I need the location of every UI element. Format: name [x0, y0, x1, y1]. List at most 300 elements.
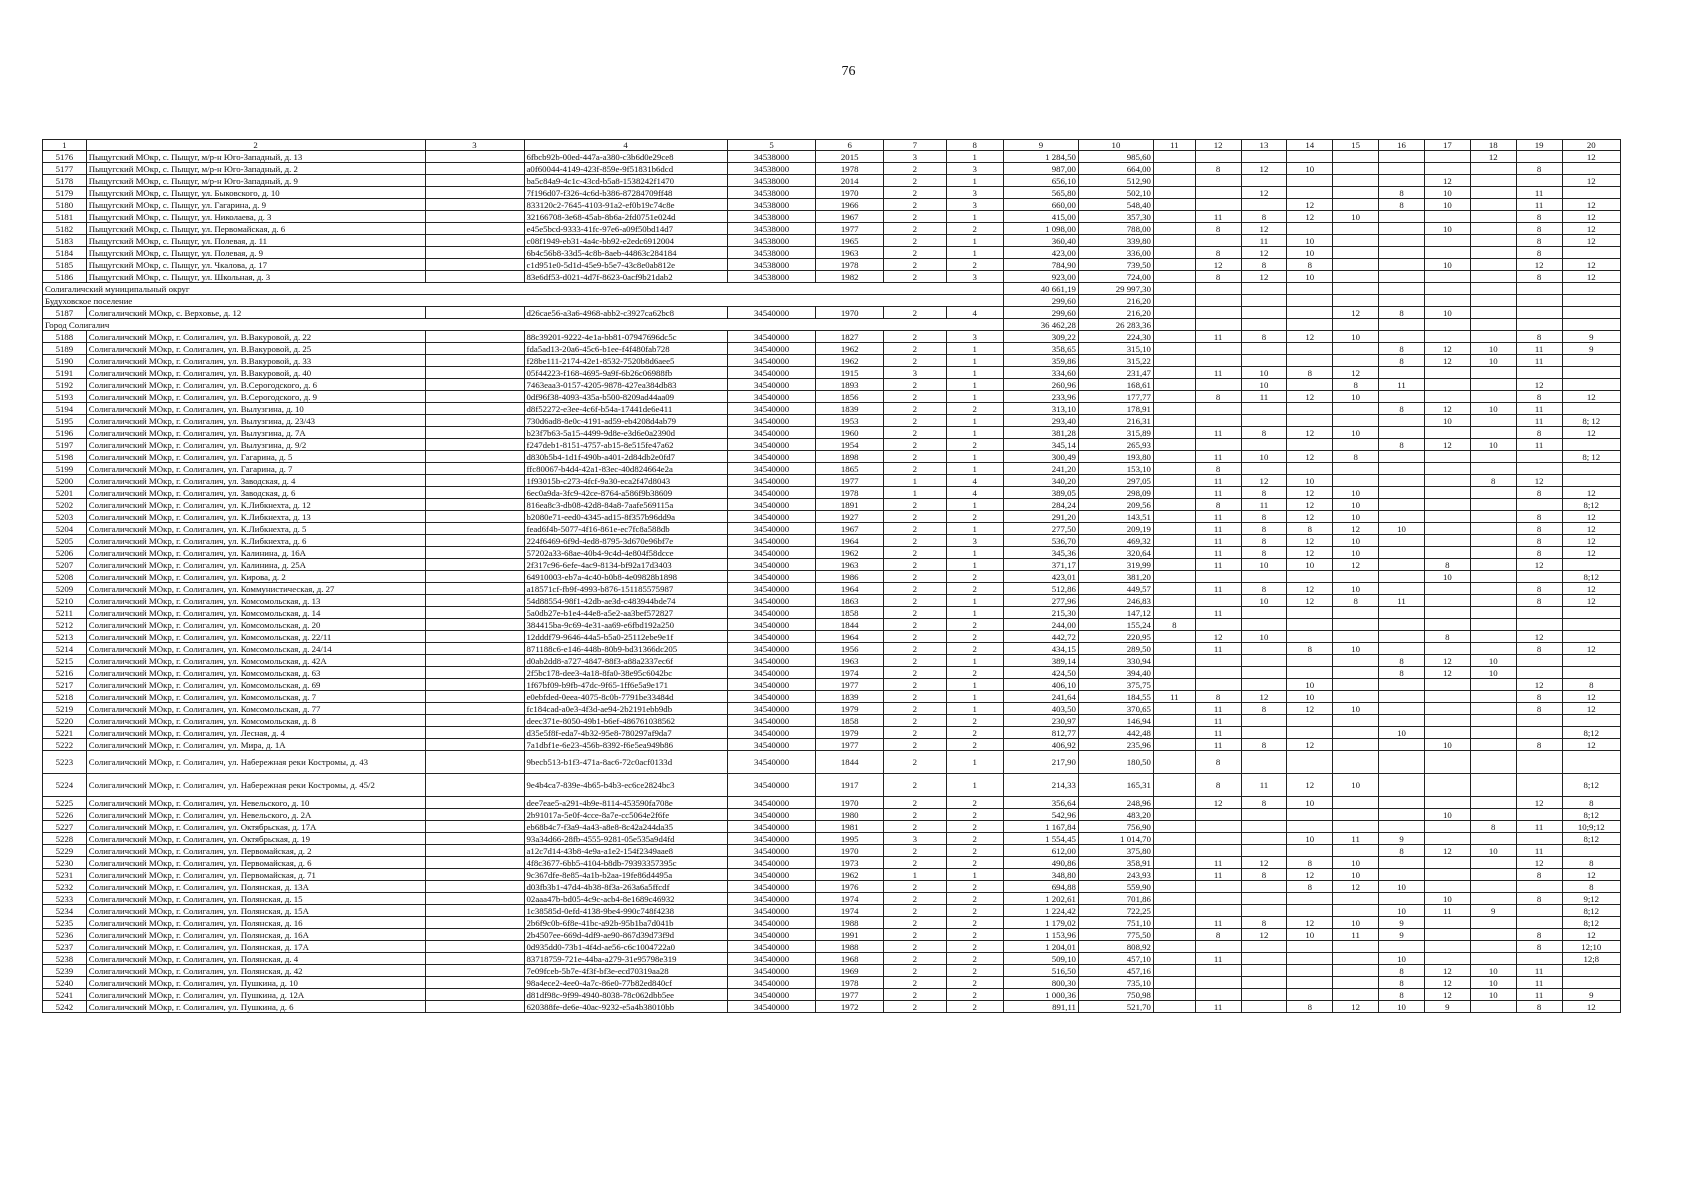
table-cell: 1988 — [816, 941, 884, 953]
table-cell: Солигаличский МОкр, г. Солигалич, ул. Вылузгина, д. 9/2 — [86, 439, 425, 451]
table-cell: 2 — [884, 643, 947, 655]
table-cell: 34540000 — [727, 655, 816, 667]
table-cell: 5186 — [43, 271, 87, 283]
table-cell — [425, 163, 524, 175]
table-cell — [1241, 307, 1287, 319]
table-cell: 319,99 — [1078, 559, 1153, 571]
table-cell — [1562, 463, 1620, 475]
table-cell: 2 — [946, 845, 1003, 857]
table-cell: 2 — [884, 247, 947, 259]
table-cell: 11 — [1424, 905, 1470, 917]
table-cell: 1 — [946, 499, 1003, 511]
table-cell: 12 — [1195, 797, 1241, 809]
table-cell — [1562, 965, 1620, 977]
table-cell: 330,94 — [1078, 655, 1153, 667]
table-cell: 8 — [1241, 535, 1287, 547]
section-title: Город Солигалич — [43, 319, 1004, 331]
table-cell: Солигаличский МОкр, г. Солигалич, ул. Коммунистическая, д. 27 — [86, 583, 425, 595]
table-cell: 5232 — [43, 881, 87, 893]
table-cell: 11 — [1195, 1001, 1241, 1013]
table-cell — [1470, 499, 1516, 511]
table-cell — [1287, 953, 1333, 965]
table-cell: 10 — [1379, 727, 1425, 739]
table-cell: 2 — [946, 905, 1003, 917]
table-cell — [1424, 821, 1470, 833]
table-cell: 2 — [884, 571, 947, 583]
table-cell — [1379, 271, 1425, 283]
table-cell: 4f8c3677-6bb5-4104-b8db-79393357395c — [524, 857, 727, 869]
table-cell: 10 — [1333, 774, 1379, 797]
table-cell — [1287, 295, 1333, 307]
table-cell — [1333, 235, 1379, 247]
table-cell — [1153, 235, 1195, 247]
table-cell — [1333, 989, 1379, 1001]
table-cell — [425, 797, 524, 809]
table-cell: 1858 — [816, 715, 884, 727]
table-cell — [1470, 857, 1516, 869]
table-cell: 1 — [884, 869, 947, 881]
table-cell: 8 — [1241, 739, 1287, 751]
table-cell: 756,90 — [1078, 821, 1153, 833]
table-cell — [1379, 247, 1425, 259]
table-row — [43, 367, 1621, 379]
table-cell: 2 — [884, 953, 947, 965]
column-header: 20 — [1562, 140, 1620, 151]
table-cell — [1153, 187, 1195, 199]
table-cell: 358,65 — [1003, 343, 1078, 355]
table-cell: 10 — [1424, 893, 1470, 905]
table-cell: 10 — [1241, 451, 1287, 463]
table-cell: 8 — [1195, 391, 1241, 403]
table-cell: 8 — [1516, 583, 1562, 595]
table-cell: Солигаличский МОкр, г. Солигалич, ул. Комсомольская, д. 8 — [86, 715, 425, 727]
table-cell: 5199 — [43, 463, 87, 475]
table-cell: 800,30 — [1003, 977, 1078, 989]
table-cell: 10 — [1333, 331, 1379, 343]
table-cell: 359,86 — [1003, 355, 1078, 367]
table-cell: 34540000 — [727, 774, 816, 797]
table-cell: 11 — [1195, 427, 1241, 439]
table-cell — [1333, 845, 1379, 857]
section-total-area: 299,60 — [1003, 295, 1078, 307]
table-cell: 548,40 — [1078, 199, 1153, 211]
table-cell: 34540000 — [727, 583, 816, 595]
table-cell — [1241, 151, 1287, 163]
table-cell: 5211 — [43, 607, 87, 619]
table-cell: 345,14 — [1003, 439, 1078, 451]
table-cell — [1287, 151, 1333, 163]
table-cell — [425, 965, 524, 977]
table-cell — [1470, 487, 1516, 499]
table-cell — [1379, 391, 1425, 403]
table-cell — [1562, 247, 1620, 259]
section-title: Будуховское поселение — [43, 295, 1004, 307]
table-cell — [1195, 571, 1241, 583]
table-cell: 12 — [1516, 379, 1562, 391]
table-cell: 923,00 — [1003, 271, 1078, 283]
table-cell: Пыщугский МОкр, с. Пыщуг, ул. Школьная, д. 3 — [86, 271, 425, 283]
table-cell — [1153, 845, 1195, 857]
table-cell: 542,96 — [1003, 809, 1078, 821]
table-cell: 10 — [1379, 881, 1425, 893]
table-row — [43, 355, 1621, 367]
table-cell: Солигаличский МОкр, г. Солигалич, ул. Первомайская, д. 2 — [86, 845, 425, 857]
table-cell — [425, 223, 524, 235]
table-cell: 2 — [884, 977, 947, 989]
table-cell — [425, 367, 524, 379]
table-cell: 248,96 — [1078, 797, 1153, 809]
table-cell: 9e4b4ca7-839e-4b65-b4b3-ec6ce2824bc3 — [524, 774, 727, 797]
table-cell: 2 — [946, 953, 1003, 965]
table-cell: 1 — [946, 751, 1003, 774]
table-cell: 34540000 — [727, 379, 816, 391]
table-cell: 34540000 — [727, 427, 816, 439]
table-cell: 34540000 — [727, 367, 816, 379]
table-cell — [1195, 439, 1241, 451]
table-cell: 5227 — [43, 821, 87, 833]
table-cell: fc184cad-a0e3-4f3d-ae94-2b2191ebb9db — [524, 703, 727, 715]
table-cell: 12 — [1562, 175, 1620, 187]
table-cell — [1287, 403, 1333, 415]
table-cell: 5233 — [43, 893, 87, 905]
table-cell: Солигаличский МОкр, г. Солигалич, ул. Комсомольская, д. 24/14 — [86, 643, 425, 655]
table-cell — [1241, 439, 1287, 451]
table-cell: 8 — [1516, 271, 1562, 283]
table-cell: e45e5bcd-9333-41fc-97e6-a09f50bd14d7 — [524, 223, 727, 235]
table-cell — [1424, 247, 1470, 259]
column-header: 8 — [946, 140, 1003, 151]
table-cell: 2 — [884, 235, 947, 247]
table-cell: 1978 — [816, 487, 884, 499]
table-cell: 987,00 — [1003, 163, 1078, 175]
table-cell — [1333, 439, 1379, 451]
table-cell: 1964 — [816, 631, 884, 643]
table-cell: d81df98c-9f99-4940-8038-78c062dbb5ee — [524, 989, 727, 1001]
table-cell: e0ebfded-0eea-4075-8c0b-7791be33484d — [524, 691, 727, 703]
table-cell: 10 — [1470, 977, 1516, 989]
table-cell — [425, 893, 524, 905]
table-cell: 11 — [1153, 691, 1195, 703]
table-cell — [1470, 631, 1516, 643]
table-row — [43, 559, 1621, 571]
table-cell: 34540000 — [727, 845, 816, 857]
table-row — [43, 391, 1621, 403]
table-cell: 5194 — [43, 403, 87, 415]
table-cell: 12 — [1562, 739, 1620, 751]
table-cell: 11 — [1195, 547, 1241, 559]
table-cell: 11 — [1241, 774, 1287, 797]
table-cell: d8f52272-e3ee-4c6f-b54a-17441de6e411 — [524, 403, 727, 415]
table-cell — [1153, 881, 1195, 893]
table-row — [43, 523, 1621, 535]
table-cell: 11 — [1195, 211, 1241, 223]
table-cell: 34540000 — [727, 905, 816, 917]
table-cell — [1153, 151, 1195, 163]
table-cell: 2 — [884, 739, 947, 751]
table-row — [43, 163, 1621, 175]
table-cell: c08f1949-eb31-4a4c-bb92-e2edc6912004 — [524, 235, 727, 247]
table-cell: 1844 — [816, 751, 884, 774]
table-cell — [1379, 367, 1425, 379]
table-cell — [1287, 631, 1333, 643]
table-cell: 2 — [884, 343, 947, 355]
table-cell: 8 — [1379, 439, 1425, 451]
table-cell: 457,16 — [1078, 965, 1153, 977]
table-cell — [1424, 211, 1470, 223]
table-cell — [1470, 595, 1516, 607]
table-cell: 8 — [1333, 379, 1379, 391]
table-cell — [1379, 715, 1425, 727]
table-cell: 1 — [946, 235, 1003, 247]
table-cell: 1977 — [816, 989, 884, 1001]
table-cell: 358,91 — [1078, 857, 1153, 869]
table-cell: 8 — [1195, 223, 1241, 235]
table-cell: 12 — [1562, 535, 1620, 547]
table-cell: Солигаличский МОкр, г. Солигалич, ул. Первомайская, д. 71 — [86, 869, 425, 881]
table-row — [43, 223, 1621, 235]
table-cell: 12 — [1287, 499, 1333, 511]
table-cell — [425, 379, 524, 391]
table-cell — [1424, 331, 1470, 343]
table-cell: 2 — [884, 727, 947, 739]
table-cell — [1424, 679, 1470, 691]
table-cell: 11 — [1516, 965, 1562, 977]
table-cell: Солигаличский МОкр, г. Солигалич, ул. Комсомольская, д. 20 — [86, 619, 425, 631]
table-cell — [1241, 643, 1287, 655]
table-cell — [1379, 211, 1425, 223]
table-cell: 1970 — [816, 187, 884, 199]
table-cell: 1976 — [816, 881, 884, 893]
table-cell — [1424, 463, 1470, 475]
table-cell — [1379, 607, 1425, 619]
table-cell — [1379, 427, 1425, 439]
table-cell: 5190 — [43, 355, 87, 367]
table-row — [43, 235, 1621, 247]
table-cell: 2 — [884, 929, 947, 941]
table-cell — [1333, 751, 1379, 774]
table-cell: 8 — [1195, 929, 1241, 941]
column-header: 13 — [1241, 140, 1287, 151]
table-cell: 12 — [1562, 211, 1620, 223]
table-cell: 224f6469-6f9d-4ed8-8795-3d670e96bf7e — [524, 535, 727, 547]
table-cell: 8 — [1379, 343, 1425, 355]
table-cell: 1 — [946, 463, 1003, 475]
table-cell — [1241, 953, 1287, 965]
table-cell — [1241, 821, 1287, 833]
table-cell: 165,31 — [1078, 774, 1153, 797]
table-cell — [1516, 809, 1562, 821]
table-cell: 12 — [1424, 965, 1470, 977]
table-cell: Солигаличский МОкр, г. Солигалич, ул. В.Вакуровой, д. 25 — [86, 343, 425, 355]
table-cell — [1516, 571, 1562, 583]
table-cell — [1562, 187, 1620, 199]
table-cell: 5185 — [43, 259, 87, 271]
table-cell: 12 — [1562, 691, 1620, 703]
table-cell: 10 — [1241, 559, 1287, 571]
table-cell: 5203 — [43, 511, 87, 523]
table-cell: 2 — [946, 511, 1003, 523]
table-cell: 10 — [1333, 547, 1379, 559]
table-cell: 217,90 — [1003, 751, 1078, 774]
table-cell — [425, 355, 524, 367]
table-cell — [1287, 571, 1333, 583]
table-cell: 8 — [1516, 211, 1562, 223]
table-cell: 8 — [1379, 187, 1425, 199]
table-cell — [425, 247, 524, 259]
table-cell — [1153, 965, 1195, 977]
table-cell: 5187 — [43, 307, 87, 319]
table-cell: 2b6f9c0b-6f8e-41bc-a92b-95b1ba7d041b — [524, 917, 727, 929]
table-cell: 12 — [1333, 307, 1379, 319]
table-cell: ffc80067-b4d4-42a1-83ec-40d824664e2a — [524, 463, 727, 475]
table-cell: 660,00 — [1003, 199, 1078, 211]
table-cell: 1 — [946, 607, 1003, 619]
table-cell — [1470, 559, 1516, 571]
table-cell: 1964 — [816, 583, 884, 595]
table-row — [43, 247, 1621, 259]
table-cell: 2 — [884, 1001, 947, 1013]
table-cell — [1195, 355, 1241, 367]
table-cell: Солигаличский МОкр, г. Солигалич, ул. Комсомольская, д. 69 — [86, 679, 425, 691]
table-cell: 1 — [946, 451, 1003, 463]
table-cell: 1982 — [816, 271, 884, 283]
table-cell — [1379, 619, 1425, 631]
table-cell — [1333, 691, 1379, 703]
table-cell: 315,22 — [1078, 355, 1153, 367]
table-cell: 5188 — [43, 331, 87, 343]
table-cell: 12 — [1562, 929, 1620, 941]
table-cell — [1379, 475, 1425, 487]
table-cell: Солигаличский МОкр, г. Солигалич, ул. Заводская, д. 4 — [86, 475, 425, 487]
table-cell — [425, 499, 524, 511]
table-cell: 5183 — [43, 235, 87, 247]
table-cell — [425, 475, 524, 487]
table-cell: 34538000 — [727, 163, 816, 175]
table-cell: 12 — [1287, 511, 1333, 523]
column-header: 5 — [727, 140, 816, 151]
table-cell: 5230 — [43, 857, 87, 869]
table-cell — [1424, 941, 1470, 953]
table-cell: Солигаличский МОкр, г. Солигалич, ул. Полянская, д. 17А — [86, 941, 425, 953]
table-cell — [1333, 953, 1379, 965]
table-cell: 812,77 — [1003, 727, 1078, 739]
table-cell: 357,30 — [1078, 211, 1153, 223]
table-cell: eb68b4c7-f3a9-4a43-a8e8-8c42a244da35 — [524, 821, 727, 833]
table-cell — [1379, 941, 1425, 953]
table-cell: 5176 — [43, 151, 87, 163]
table-row — [43, 619, 1621, 631]
table-cell: 12 — [1241, 857, 1287, 869]
table-cell: 12 — [1562, 235, 1620, 247]
table-row — [43, 211, 1621, 223]
table-cell: 2 — [884, 187, 947, 199]
table-cell — [1241, 727, 1287, 739]
table-cell: 8 — [1516, 511, 1562, 523]
table-cell: 2 — [884, 595, 947, 607]
table-cell: 406,92 — [1003, 739, 1078, 751]
table-cell — [1195, 343, 1241, 355]
table-cell: 293,40 — [1003, 415, 1078, 427]
table-cell — [1241, 355, 1287, 367]
table-row — [43, 929, 1621, 941]
table-cell: 10 — [1424, 223, 1470, 235]
table-cell: 8 — [1195, 499, 1241, 511]
table-cell — [1287, 941, 1333, 953]
table-cell: 1960 — [816, 427, 884, 439]
table-cell: 1 — [946, 415, 1003, 427]
table-cell: 8 — [1516, 1001, 1562, 1013]
table-cell: 34538000 — [727, 223, 816, 235]
section-row — [43, 319, 1621, 331]
table-cell — [1470, 953, 1516, 965]
table-cell: 512,90 — [1078, 175, 1153, 187]
table-row — [43, 343, 1621, 355]
table-cell — [1333, 655, 1379, 667]
table-cell: 8 — [1516, 487, 1562, 499]
table-cell: 11 — [1516, 187, 1562, 199]
table-cell: 509,10 — [1003, 953, 1078, 965]
table-cell: 8 — [1287, 523, 1333, 535]
table-cell: 12 — [1562, 869, 1620, 881]
table-cell: 297,05 — [1078, 475, 1153, 487]
table-cell: 833120c2-7645-4103-91a2-ef0b19c74c8e — [524, 199, 727, 211]
table-cell — [1379, 163, 1425, 175]
table-cell: 2 — [884, 463, 947, 475]
table-cell: 5222 — [43, 739, 87, 751]
table-cell: 1893 — [816, 379, 884, 391]
table-cell: 775,50 — [1078, 929, 1153, 941]
table-cell: Солигаличский МОкр, г. Солигалич, ул. Полянская, д. 16 — [86, 917, 425, 929]
table-row — [43, 307, 1621, 319]
table-cell: 10 — [1287, 163, 1333, 175]
table-cell: 5206 — [43, 547, 87, 559]
table-row — [43, 881, 1621, 893]
table-row — [43, 774, 1621, 797]
table-cell: Солигаличский МОкр, г. Солигалич, ул. Лесная, д. 4 — [86, 727, 425, 739]
table-cell: 2 — [884, 691, 947, 703]
table-cell: 12 — [1195, 259, 1241, 271]
table-cell — [1153, 523, 1195, 535]
table-cell: 3 — [884, 367, 947, 379]
table-cell: 241,64 — [1003, 691, 1078, 703]
table-cell: Солигаличский МОкр, г. Солигалич, ул. В.Вакуровой, д. 33 — [86, 355, 425, 367]
table-cell — [1470, 869, 1516, 881]
table-cell: 8 — [1241, 547, 1287, 559]
table-cell — [425, 953, 524, 965]
table-cell — [1287, 319, 1333, 331]
table-cell: 1 554,45 — [1003, 833, 1078, 845]
table-cell — [425, 187, 524, 199]
table-cell: 11 — [1195, 643, 1241, 655]
table-cell: 449,57 — [1078, 583, 1153, 595]
table-cell — [1516, 499, 1562, 511]
table-cell — [1424, 691, 1470, 703]
table-cell: 246,83 — [1078, 595, 1153, 607]
table-cell: 299,60 — [1003, 307, 1078, 319]
table-cell: 12 — [1562, 487, 1620, 499]
table-cell: 5234 — [43, 905, 87, 917]
table-cell: 12 — [1333, 1001, 1379, 1013]
table-cell: 1974 — [816, 893, 884, 905]
table-cell — [1287, 727, 1333, 739]
table-row — [43, 821, 1621, 833]
table-cell — [1195, 833, 1241, 845]
table-cell: 483,20 — [1078, 809, 1153, 821]
table-cell: 512,86 — [1003, 583, 1078, 595]
table-cell — [1470, 259, 1516, 271]
table-cell: 4 — [946, 487, 1003, 499]
table-row — [43, 655, 1621, 667]
